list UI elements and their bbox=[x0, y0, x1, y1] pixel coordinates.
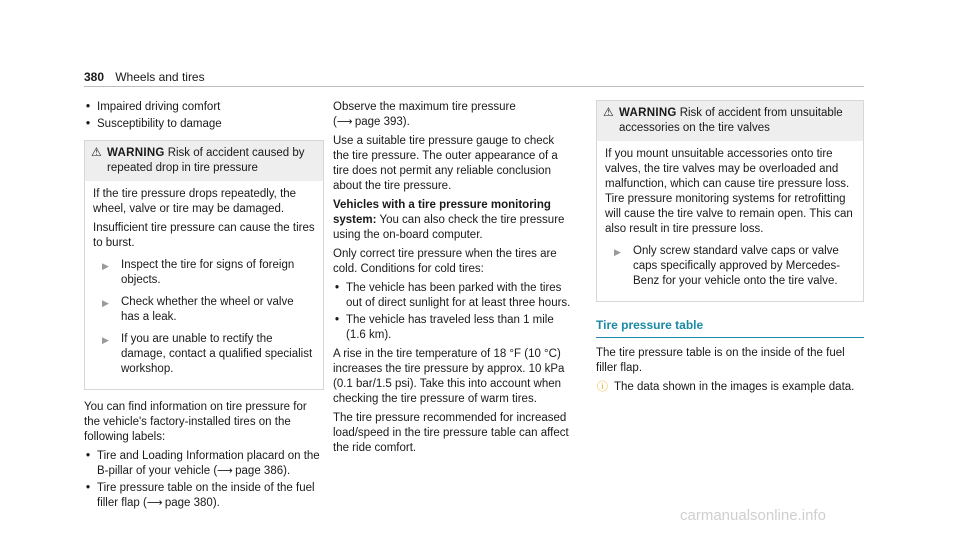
warning-body bbox=[85, 181, 323, 389]
info-icon: ⓘ bbox=[597, 381, 608, 393]
observe-paragraph: Observe the maximum tire pressure (⟶ page 393). bbox=[333, 101, 516, 128]
page-title: Wheels and tires bbox=[115, 70, 205, 84]
page-reference-link[interactable]: ⟶ page 386 bbox=[217, 465, 284, 477]
cold-conditions-list bbox=[333, 281, 573, 343]
gauge-paragraph: Use a suitable tire pressure gauge to check the tire pressure. The outer appearance of a tire does not permit any reliable conclusion about the tire pressure. bbox=[333, 135, 558, 192]
list-item: • Impaired driving comfort bbox=[86, 101, 221, 113]
column-1 bbox=[84, 100, 324, 515]
step-arrow-icon: ▶ bbox=[102, 261, 109, 271]
warning-triangle-icon: ⚠ bbox=[91, 145, 102, 159]
warning-text: If you mount unsuitable accessories onto tire valves, the tire valves may be overloaded and malfunction, which can cause tire pressure loss. Tire pressure monitoring systems for retrofitting will cause the tire valve to remain open. This can also result in tire pressure loss. bbox=[605, 148, 853, 235]
warning-title: Risk of accident caused by repeated drop in tire pressure bbox=[107, 147, 305, 174]
tpms-paragraph: Vehicles with a tire pressure monitoring system: You can also check the tire pressure using the on-board computer. bbox=[333, 199, 565, 241]
warning-label: WARNING bbox=[619, 107, 677, 119]
list-item: • The vehicle has been parked with the tires out of direct sunlight for at least three hours. bbox=[335, 282, 571, 309]
warning-label: WARNING bbox=[107, 147, 165, 159]
page-header bbox=[84, 70, 864, 86]
list-item: • The vehicle has traveled less than 1 mile (1.6 km). bbox=[335, 314, 554, 341]
cold-tires-paragraph: Only correct tire pressure when the tires are cold. Conditions for cold tires: bbox=[333, 248, 557, 275]
warning-box bbox=[84, 140, 324, 390]
label-list bbox=[84, 449, 324, 511]
warning-body bbox=[597, 141, 863, 301]
reference-arrow-icon: ⟶ bbox=[146, 497, 162, 509]
warning-triangle-icon: ⚠ bbox=[603, 105, 614, 119]
bullet-icon: • bbox=[86, 118, 91, 130]
warning-text: If the tire pressure drops repeatedly, the wheel, valve or tire may be damaged. bbox=[93, 188, 297, 215]
step-arrow-icon: ▶ bbox=[614, 247, 621, 257]
reference-arrow-icon: ⟶ bbox=[217, 465, 232, 477]
action-step: ▶ If you are unable to rectify the damage, contact a qualified specialist workshop. bbox=[102, 333, 313, 375]
reference-arrow-icon: ⟶ bbox=[336, 116, 352, 128]
temperature-paragraph: A rise in the tire temperature of 18 °F (10 °C) increases the tire pressure by approx. 10 kPa (0.1 bar/1.5 psi). Take this into account when checking the tire pressure of warm tires. bbox=[333, 348, 565, 405]
bullet-icon: • bbox=[86, 482, 91, 494]
action-step: ▶ Only screw standard valve caps or valve caps specifically approved by Mercedes-Benz for your vehicle onto the tire valve. bbox=[614, 245, 841, 287]
section-heading: Tire pressure table bbox=[596, 318, 864, 338]
column-2 bbox=[333, 100, 573, 460]
info-paragraph: You can find information on tire pressure for the vehicle's factory-installed tires on the following labels: bbox=[84, 401, 307, 443]
warning-title: Risk of accident from unsuitable accessories on the tire valves bbox=[619, 107, 843, 134]
list-item: • Susceptibility to damage bbox=[86, 118, 222, 130]
bullet-icon: • bbox=[335, 282, 340, 294]
bullet-icon: • bbox=[335, 314, 340, 326]
action-step: ▶ Inspect the tire for signs of foreign objects. bbox=[102, 259, 295, 286]
column-3 bbox=[596, 100, 864, 395]
action-step: ▶ Check whether the wheel or valve has a leak. bbox=[102, 296, 294, 323]
bullet-icon: • bbox=[86, 101, 91, 113]
watermark: carmanualsonline.info bbox=[680, 507, 826, 524]
info-note: ⓘ The data shown in the images is example data. bbox=[597, 381, 855, 393]
warning-header bbox=[85, 141, 323, 181]
section-paragraph: The tire pressure table is on the inside of the fuel filler flap. bbox=[596, 347, 845, 374]
warning-text: Insufficient tire pressure can cause the tires to burst. bbox=[93, 222, 315, 249]
consequence-list bbox=[84, 100, 324, 132]
step-arrow-icon: ▶ bbox=[102, 335, 109, 345]
warning-box bbox=[596, 100, 864, 302]
list-item: • Tire pressure table on the inside of the fuel filler flap (⟶ page 380). bbox=[86, 482, 315, 509]
recommendation-paragraph: The tire pressure recommended for increased load/speed in the tire pressure table can affect the ride comfort. bbox=[333, 412, 569, 454]
warning-header bbox=[597, 101, 863, 141]
bullet-icon: • bbox=[86, 450, 91, 462]
step-arrow-icon: ▶ bbox=[102, 298, 109, 308]
page-number: 380 bbox=[84, 70, 105, 84]
list-item: • Tire and Loading Information placard on the B-pillar of your vehicle (⟶ page 386). bbox=[86, 450, 320, 477]
page-reference-link[interactable]: ⟶ page 393 bbox=[336, 116, 403, 128]
header-divider bbox=[84, 86, 864, 87]
page-reference-link[interactable]: ⟶ page 380 bbox=[146, 497, 213, 509]
